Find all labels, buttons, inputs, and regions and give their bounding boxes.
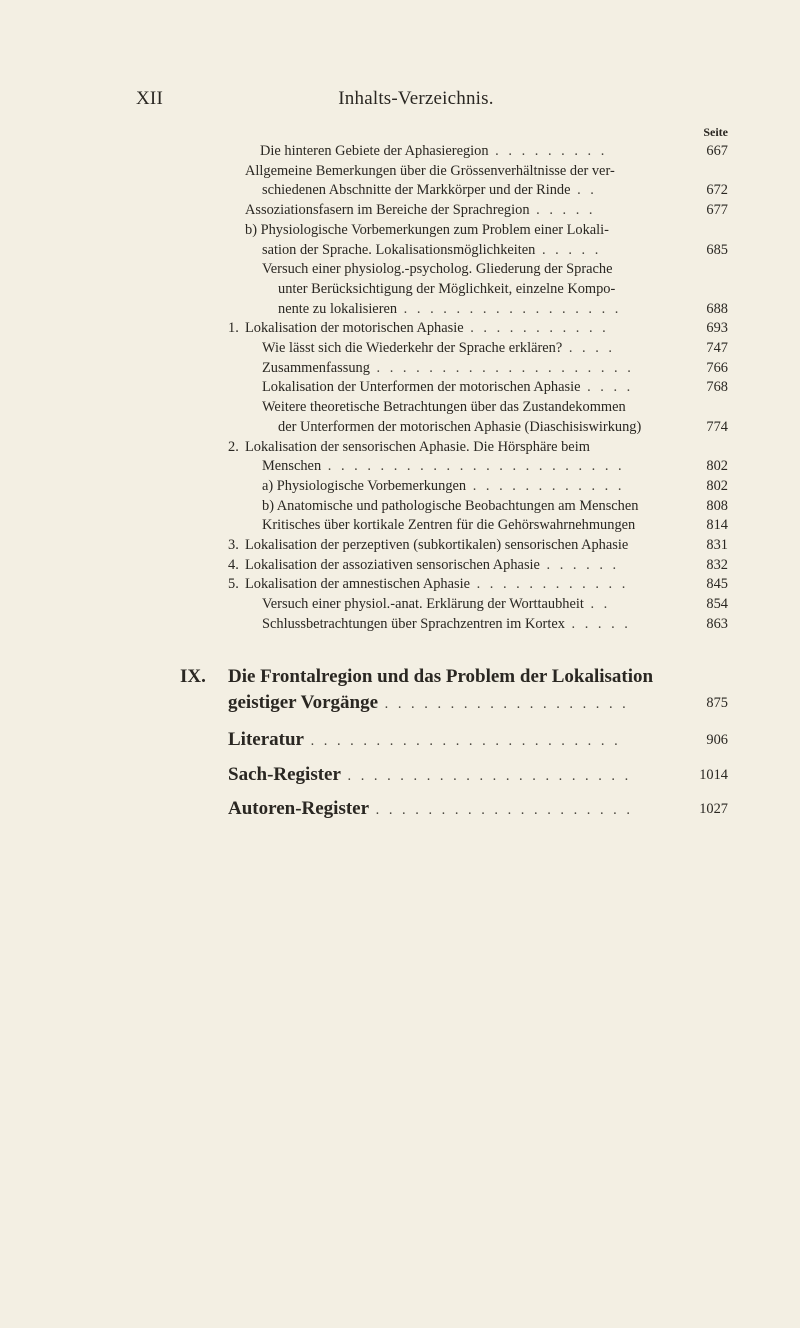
leader-dots: . . (570, 182, 597, 199)
toc-entry[interactable] (262, 359, 634, 377)
toc-entry-number: 5. (228, 576, 239, 593)
toc-entry-page: 808 (706, 497, 728, 514)
chapter-page: 1027 (699, 801, 728, 817)
toc-entry[interactable] (260, 142, 607, 160)
toc-entry-title: sation der Sprache. Lokalisationsmöglichkeiten (262, 241, 536, 258)
toc-entry[interactable] (262, 181, 597, 199)
toc-entry-title: nente zu lokalisieren (278, 300, 398, 317)
toc-entry-title: Weitere theoretische Betrachtungen über das Zustandekommen (262, 399, 626, 416)
leader-dots: . . . . (580, 379, 634, 396)
toc-entry-title: Wie lässt sich die Wiederkehr der Sprache erklären? (262, 340, 563, 356)
toc-entry[interactable] (245, 575, 628, 593)
toc-entry[interactable] (278, 418, 641, 436)
toc-entry[interactable] (262, 378, 633, 396)
chapter-entry[interactable] (228, 797, 633, 821)
chapter-page: 906 (706, 732, 728, 748)
running-title: Inhalts-Verzeichnis. (338, 88, 494, 109)
toc-entry-title: Lokalisation der sensorischen Aphasie. Die Hörsphäre beim (245, 438, 590, 455)
toc-entry-page: 863 (706, 615, 728, 632)
chapter-page: 1014 (699, 767, 728, 783)
toc-entry-page: 667 (706, 143, 728, 159)
toc-entry-title: Lokalisation der amnestischen Aphasie (245, 576, 470, 593)
toc-entry-page: 774 (706, 418, 728, 435)
toc-entry[interactable] (262, 516, 635, 534)
toc-entry-title: b) Physiologische Vorbemerkungen zum Problem einer Lokali- (245, 221, 609, 238)
toc-entry-title: Kritisches über kortikale Zentren für die Gehörswahrnehmungen (262, 517, 636, 534)
toc-entry[interactable] (245, 162, 615, 180)
toc-entry-page: 672 (706, 182, 728, 199)
toc-entry-title: Schlussbetrachtungen über Sprachzentren im Kortex (262, 615, 565, 632)
leader-dots: . . . . . . . . . . . . . . . . . . . . . . . (321, 458, 625, 475)
toc-entry-title: a) Physiologische Vorbemerkungen (262, 477, 467, 494)
toc-entry-number: 2. (228, 438, 239, 455)
chapter-entry-title: geistiger Vorgänge (228, 692, 379, 713)
toc-entry[interactable] (262, 398, 626, 416)
leader-dots: . . (583, 596, 611, 613)
toc-entry-page: 845 (706, 576, 728, 593)
toc-entry-page: 814 (706, 517, 728, 534)
leader-dots: . . . . . . . . . . . . . . . . . . . . (369, 359, 634, 376)
toc-entry[interactable] (262, 477, 624, 495)
chapter-entry[interactable] (228, 691, 629, 715)
toc-entry-title: Allgemeine Bemerkungen über die Grössenverhältnisse der ver- (245, 162, 615, 179)
toc-entry-page: 802 (706, 477, 728, 494)
toc-entry-title: Menschen (262, 458, 322, 475)
chapter-page: 875 (706, 695, 728, 711)
toc-entry[interactable] (262, 241, 601, 259)
leader-dots: . . . . . . . . . . . . (470, 576, 629, 593)
page-number: XII (136, 88, 163, 109)
chapter-entry[interactable] (228, 763, 631, 787)
toc-entry-title: Lokalisation der motorischen Aphasie (245, 320, 464, 337)
leader-dots: . . . . . (564, 615, 631, 632)
toc-entry[interactable] (245, 201, 596, 219)
leader-dots: . . . . . . . . . . . . . . . . . . . . . . . . (303, 733, 621, 749)
toc-entry[interactable] (262, 457, 625, 475)
toc-entry-title: Versuch einer physiolog.-psycholog. Gliederung der Sprache (262, 261, 613, 278)
toc-entry[interactable] (245, 221, 609, 239)
chapter-entry[interactable] (228, 728, 621, 752)
toc-entry[interactable] (262, 615, 631, 633)
chapter-number: IX. (180, 666, 206, 687)
chapter-title[interactable]: Die Frontalregion und das Problem der Lokalisation (228, 666, 654, 687)
leader-dots: . . . . . (529, 202, 596, 219)
toc-entry-page: 832 (706, 556, 728, 573)
toc-entry-page: 766 (706, 359, 728, 376)
toc-entry[interactable] (245, 536, 628, 554)
toc-entry-page: 768 (706, 379, 728, 396)
leader-dots: . . . . . . . . . . . (463, 320, 609, 337)
leader-dots: . . . . . . . . . . . . . . . . . . . . . . (340, 768, 632, 784)
toc-entry-page: 693 (706, 320, 728, 337)
toc-entry-title: Lokalisation der Unterformen der motorischen Aphasie (262, 379, 581, 396)
toc-entry[interactable] (262, 595, 610, 613)
toc-entry-number: 1. (228, 320, 239, 337)
toc-entry[interactable] (262, 260, 612, 278)
toc-entry-page: 854 (706, 596, 728, 613)
chapter-entry-title: Autoren-Register (228, 798, 370, 819)
toc-entry[interactable] (262, 497, 638, 515)
toc-entry[interactable] (278, 300, 621, 318)
toc-entry[interactable] (278, 280, 615, 298)
toc-entry-page: 677 (706, 202, 728, 219)
toc-entry[interactable] (262, 339, 615, 357)
toc-entry-page: 802 (706, 458, 728, 475)
toc-entry-title: Die hinteren Gebiete der Aphasieregion (260, 143, 489, 159)
toc-entry-number: 3. (228, 537, 239, 553)
toc-entry-title: schiedenen Abschnitte der Markkörper und der Rinde (262, 182, 571, 199)
toc-entry-title: b) Anatomische und pathologische Beobachtungen am Menschen (262, 497, 639, 514)
page-column-label: Seite (703, 125, 728, 139)
leader-dots: . . . . . . . . . . . . . . . . . (397, 300, 622, 317)
leader-dots: . . . . . . . . . . . . . . . . . . . (378, 696, 629, 712)
leader-dots: . . . . . . . . . (488, 143, 608, 159)
toc-entry-title: unter Berücksichtigung der Möglichkeit, einzelne Kompo- (278, 280, 616, 297)
toc-entry-title: Lokalisation der perzeptiven (subkortikalen) sensorischen Aphasie (245, 537, 629, 553)
leader-dots: . . . . . . . . . . . . . . . . . . . . (369, 802, 633, 818)
chapter-entry-title: Literatur (228, 729, 304, 750)
toc-entry-number: 4. (228, 556, 239, 573)
toc-entry-title: Lokalisation der assoziativen sensorischen Aphasie (245, 556, 540, 573)
toc-entry-page: 747 (706, 340, 728, 356)
toc-entry-page: 688 (706, 300, 728, 317)
leader-dots: . . . . . (535, 241, 602, 258)
leader-dots: . . . . . . . . . . . . (466, 477, 625, 494)
toc-entry-title: Zusammenfassung (262, 359, 370, 376)
chapter-entry-title: Sach-Register (228, 764, 341, 785)
toc-entry-title: Assoziationsfasern im Bereiche der Sprachregion (245, 202, 530, 219)
toc-entry-page: 685 (706, 241, 728, 258)
leader-dots: . . . . . . (539, 556, 620, 573)
toc-entry-title: Versuch einer physiol.-anat. Erklärung der Worttaubheit (262, 596, 584, 613)
toc-entry-page: 831 (706, 537, 728, 553)
leader-dots: . . . . (562, 340, 616, 356)
toc-entry-title: der Unterformen der motorischen Aphasie (Diaschisiswirkung) (278, 418, 642, 435)
toc-entry[interactable] (245, 438, 590, 456)
toc-entry[interactable] (245, 556, 619, 574)
toc-entry[interactable] (245, 319, 609, 337)
